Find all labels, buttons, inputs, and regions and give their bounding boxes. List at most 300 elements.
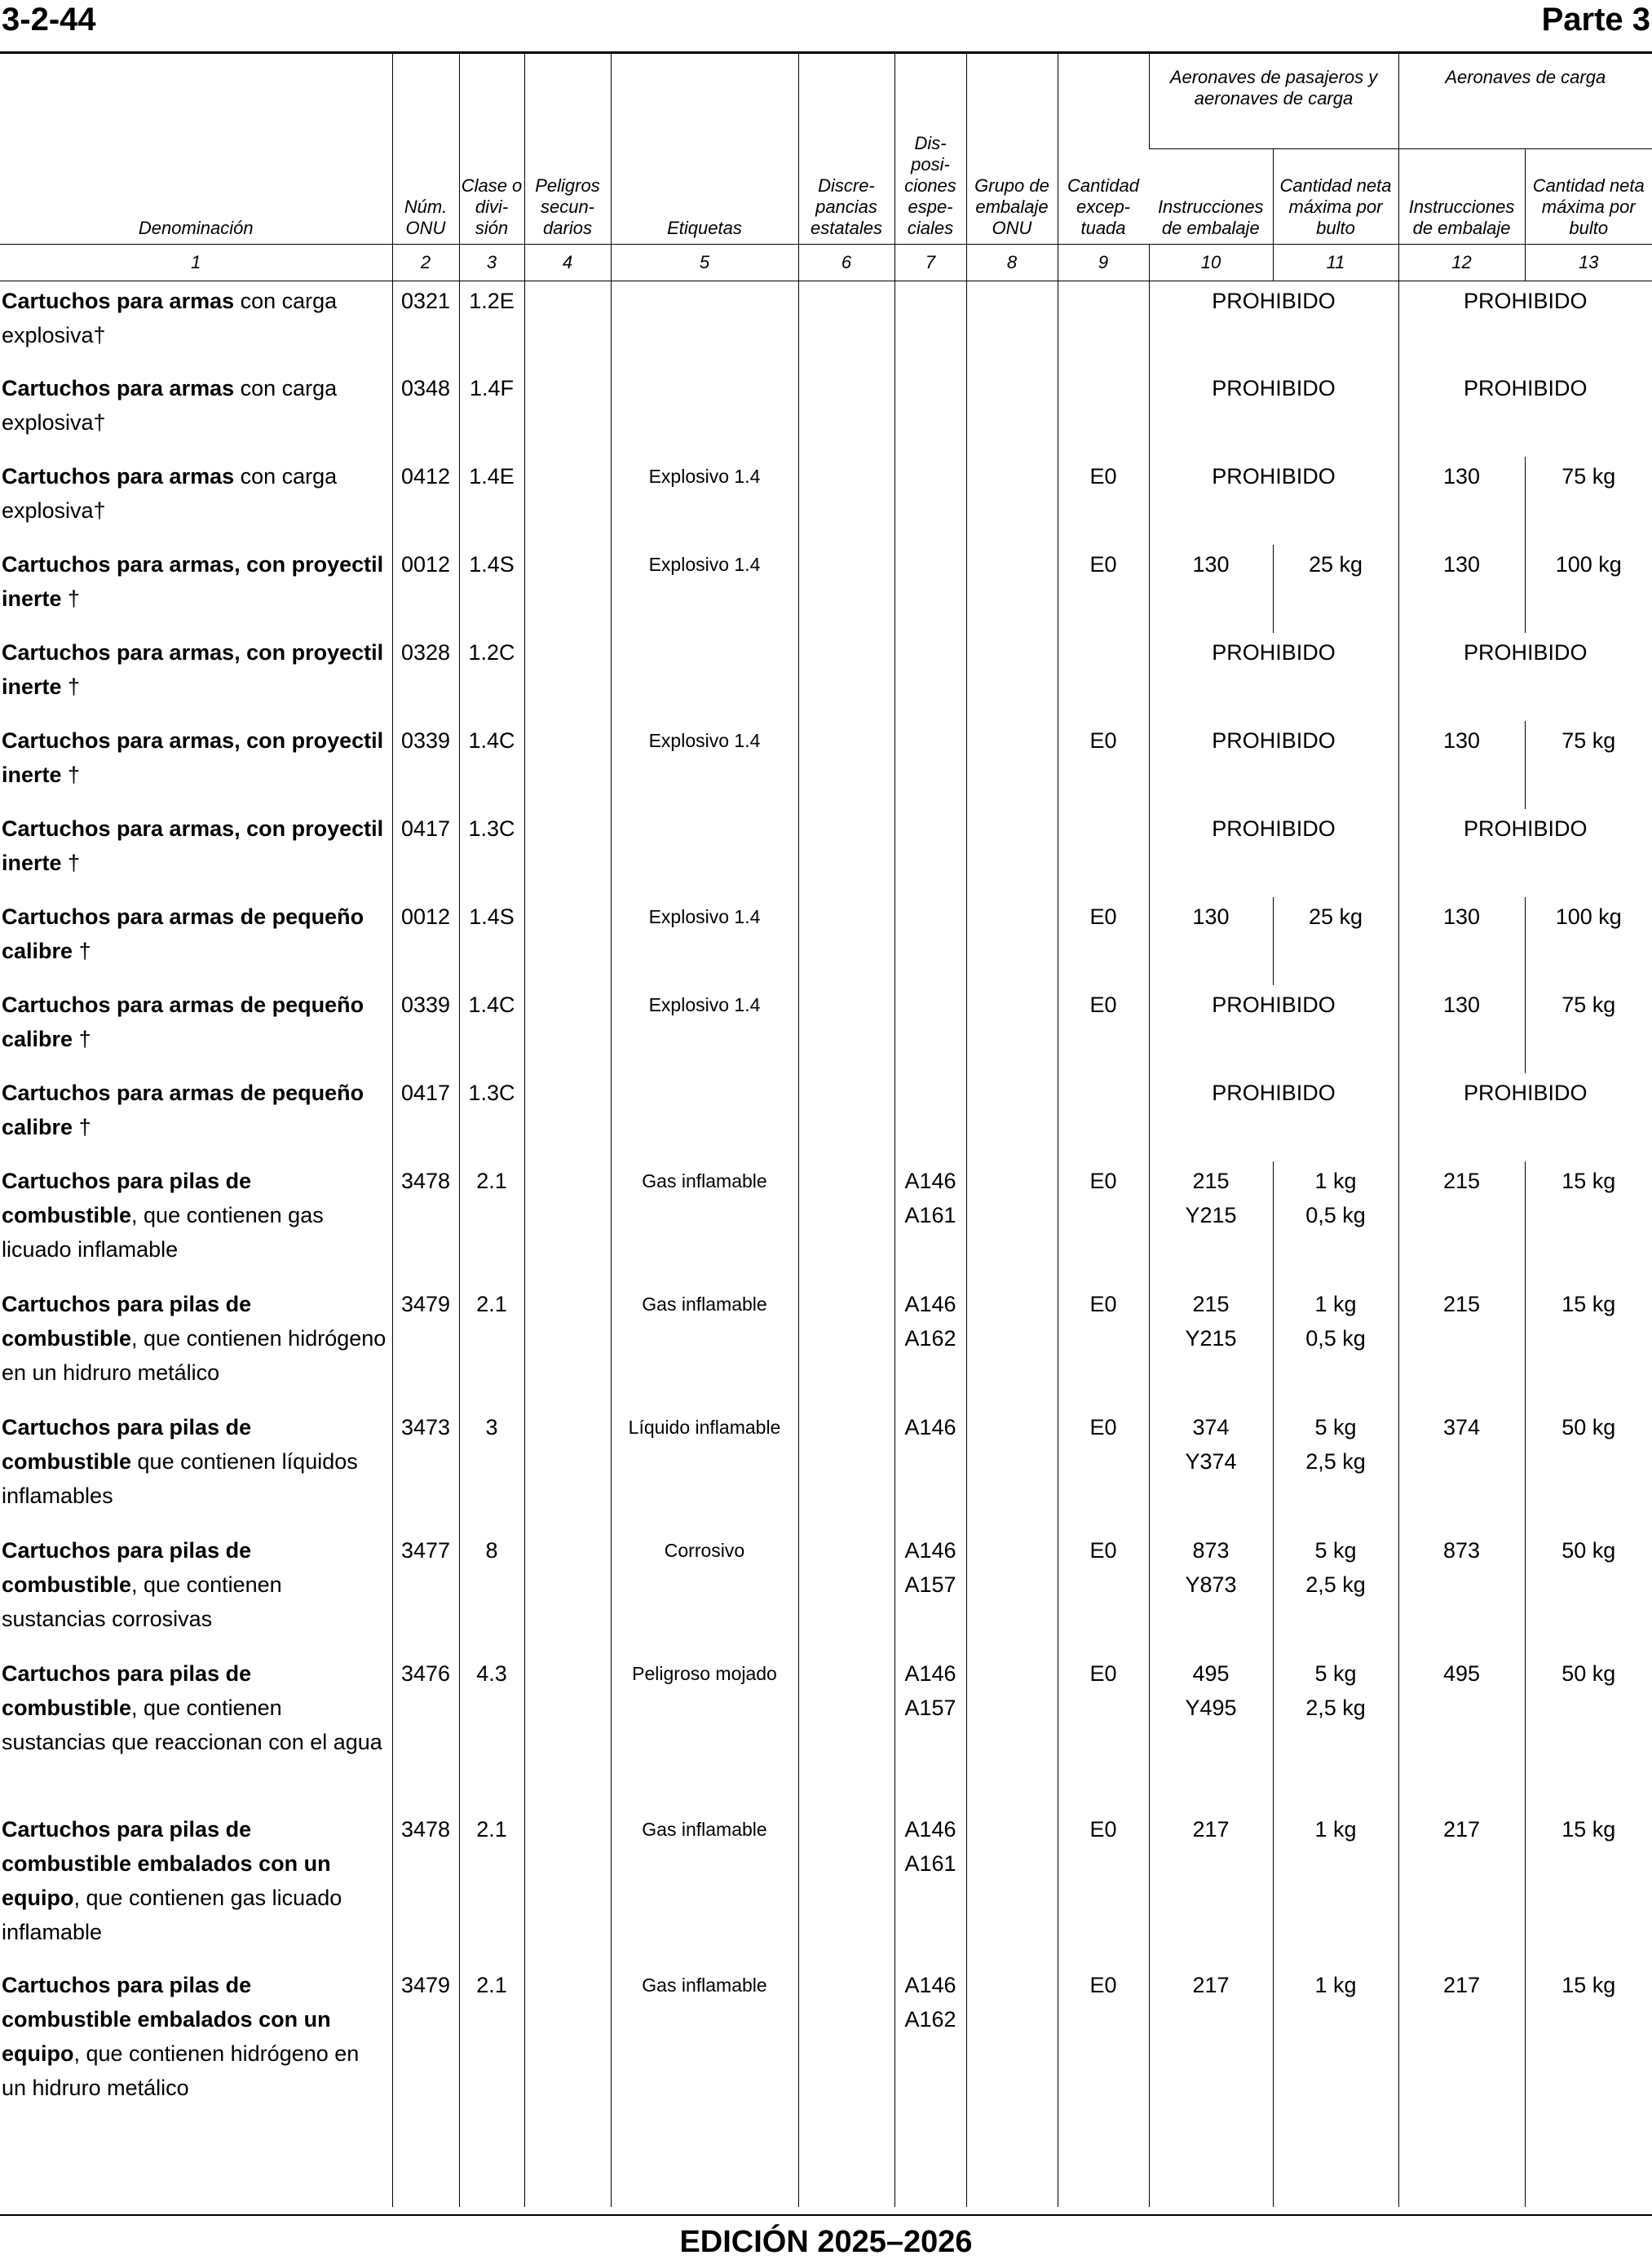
state-variations (798, 897, 894, 985)
class-division: 1.4S (459, 897, 524, 985)
cell-line: 215 (1192, 1169, 1230, 1194)
entry-name-cell (0, 281, 392, 369)
state-variations (798, 1531, 894, 1654)
entry-name: Cartuchos para armas (2, 376, 235, 401)
group-header-cargo: Aeronaves de carga (1398, 54, 1652, 149)
entry-name-cell (0, 1654, 392, 1810)
col-header-9: Cantidad excep- tuada (1058, 54, 1149, 245)
class-division: 2.1 (459, 1810, 524, 1966)
special-provisions (894, 1073, 966, 1161)
table-row (0, 281, 1652, 369)
passenger-packing-instruction (1149, 1408, 1273, 1531)
cell-line: 130 (1442, 993, 1481, 1018)
page-number: 3-2-44 (2, 2, 96, 38)
class-division: 1.2E (459, 281, 524, 369)
subsidiary-hazard (524, 633, 611, 721)
cargo-max-net-quantity (1525, 721, 1652, 809)
cargo-packing-instruction (1398, 1408, 1525, 1531)
special-provisions (894, 1285, 966, 1408)
passenger-packing-instruction (1149, 1531, 1273, 1654)
entry-name-suffix: † (61, 674, 81, 700)
passenger-max-net-quantity (1273, 1966, 1398, 2121)
un-number: 0012 (392, 897, 459, 985)
col-header-12: Instrucciones de embalaje (1398, 149, 1525, 245)
cargo-packing-instruction (1398, 721, 1525, 809)
cargo-packing-instruction (1398, 457, 1525, 545)
excepted-quantity: E0 (1058, 1408, 1149, 1531)
hazard-label: Gas inflamable (611, 1161, 798, 1285)
un-number: 3478 (392, 1161, 459, 1285)
entry-name-cell (0, 897, 392, 985)
cell-line: 25 kg (1308, 552, 1363, 577)
entry-name-suffix: † (73, 1115, 91, 1140)
cell-line: 75 kg (1561, 728, 1616, 754)
subsidiary-hazard (524, 985, 611, 1073)
state-variations (798, 1654, 894, 1810)
entry-name-suffix: † (61, 763, 81, 788)
entry-name: Cartuchos para pilas de combustible (2, 1169, 252, 1228)
state-variations (798, 457, 894, 545)
packing-group (966, 897, 1058, 985)
column-number: 11 (1273, 245, 1398, 281)
cell-line: A146 (904, 1169, 956, 1194)
cell-line: 75 kg (1561, 464, 1616, 489)
cell-line: 217 (1442, 1973, 1481, 1998)
cell-line: 495 (1442, 1661, 1481, 1687)
hazard-label: Explosivo 1.4 (611, 457, 798, 545)
entry-name: Cartuchos para armas (2, 464, 235, 489)
subsidiary-hazard (524, 1966, 611, 2121)
passenger-forbidden: PROHIBIDO (1149, 457, 1398, 545)
entry-name-suffix: con carga explosiva† (2, 376, 338, 436)
subsidiary-hazard (524, 1073, 611, 1161)
subsidiary-hazard (524, 1285, 611, 1408)
empty-cell (1273, 2121, 1398, 2207)
filler-row (0, 2121, 1652, 2207)
entry-name-cell (0, 1408, 392, 1531)
cell-line: 215 (1442, 1169, 1481, 1194)
subsidiary-hazard (524, 457, 611, 545)
excepted-quantity: E0 (1058, 1285, 1149, 1408)
cell-line: 130 (1192, 904, 1230, 930)
column-number: 12 (1398, 245, 1525, 281)
table-row (0, 721, 1652, 809)
cell-line: 130 (1192, 552, 1230, 577)
entry-name-cell (0, 985, 392, 1073)
subsidiary-hazard (524, 1531, 611, 1654)
table-row (0, 985, 1652, 1073)
state-variations (798, 809, 894, 897)
subsidiary-hazard (524, 1810, 611, 1966)
column-number: 7 (894, 245, 966, 281)
un-number: 0417 (392, 1073, 459, 1161)
entry-name-suffix: † (61, 851, 81, 876)
col-header-13: Cantidad neta máxima por bulto (1525, 149, 1652, 245)
col-header-8: Grupo de embalaje ONU (966, 54, 1058, 245)
cell-line: A146 (904, 1661, 956, 1687)
table-row (0, 1810, 1652, 1966)
table-row (0, 1654, 1652, 1810)
cell-line: 5 kg (1314, 1415, 1357, 1440)
hazard-label: Explosivo 1.4 (611, 985, 798, 1073)
cell-line: 100 kg (1555, 904, 1622, 930)
entry-name: Cartuchos para armas, con proyectil inerte (2, 552, 384, 612)
cargo-max-net-quantity (1525, 1285, 1652, 1408)
special-provisions (894, 809, 966, 897)
table-row (0, 1161, 1652, 1285)
hazard-label (611, 1073, 798, 1161)
cargo-packing-instruction (1398, 1285, 1525, 1408)
empty-cell (611, 2121, 798, 2207)
hazard-label (611, 281, 798, 369)
col-header-2: Núm. ONU (392, 54, 459, 245)
hazard-label: Gas inflamable (611, 1285, 798, 1408)
cargo-packing-instruction (1398, 1966, 1525, 2121)
entry-name-suffix: que contienen líquidos inflamables (2, 1449, 358, 1509)
un-number: 3477 (392, 1531, 459, 1654)
special-provisions (894, 1408, 966, 1531)
state-variations (798, 369, 894, 457)
class-division: 1.4F (459, 369, 524, 457)
entry-name-suffix: , que contienen hidrógeno en un hidruro metálico (2, 1326, 386, 1386)
cell-line: 1 kg (1314, 1292, 1357, 1317)
entry-name-cell (0, 1966, 392, 2121)
class-division: 2.1 (459, 1966, 524, 2121)
un-number: 0417 (392, 809, 459, 897)
class-division: 2.1 (459, 1285, 524, 1408)
cell-line: 25 kg (1308, 904, 1363, 930)
un-number: 0328 (392, 633, 459, 721)
passenger-forbidden: PROHIBIDO (1149, 281, 1398, 369)
cell-line: 130 (1442, 464, 1481, 489)
cell-line: A146 (904, 1538, 956, 1563)
table-row (0, 809, 1652, 897)
passenger-forbidden: PROHIBIDO (1149, 721, 1398, 809)
cell-line: 873 (1192, 1538, 1230, 1563)
hazard-label: Gas inflamable (611, 1966, 798, 2121)
cell-line: A162 (904, 1326, 956, 1351)
cargo-max-net-quantity (1525, 1654, 1652, 1810)
excepted-quantity (1058, 809, 1149, 897)
cargo-packing-instruction (1398, 545, 1525, 633)
entry-name-cell (0, 369, 392, 457)
class-division: 1.4C (459, 721, 524, 809)
packing-group (966, 721, 1058, 809)
packing-group (966, 281, 1058, 369)
cell-line: 2,5 kg (1305, 1696, 1366, 1721)
entry-name-suffix: , que contienen sustancias que reaccionan con el agua (2, 1696, 382, 1755)
hazard-label (611, 809, 798, 897)
subsidiary-hazard (524, 897, 611, 985)
hazard-label: Gas inflamable (611, 1810, 798, 1966)
column-number: 3 (459, 245, 524, 281)
excepted-quantity: E0 (1058, 985, 1149, 1073)
entry-name-suffix: , que contienen hidrógeno en un hidruro metálico (2, 2041, 360, 2101)
column-number: 5 (611, 245, 798, 281)
class-division: 1.3C (459, 809, 524, 897)
column-number: 8 (966, 245, 1058, 281)
entry-name: Cartuchos para pilas de combustible (2, 1292, 252, 1351)
entry-name-cell (0, 1531, 392, 1654)
excepted-quantity: E0 (1058, 1654, 1149, 1810)
entry-name-cell (0, 1073, 392, 1161)
excepted-quantity (1058, 369, 1149, 457)
packing-group (966, 1810, 1058, 1966)
cell-line: 15 kg (1561, 1817, 1616, 1842)
empty-cell (1398, 2121, 1525, 2207)
class-division: 8 (459, 1531, 524, 1654)
column-number: 9 (1058, 245, 1149, 281)
empty-cell (0, 2121, 392, 2207)
excepted-quantity: E0 (1058, 721, 1149, 809)
cell-line: 50 kg (1561, 1661, 1616, 1687)
special-provisions (894, 457, 966, 545)
cargo-max-net-quantity (1525, 897, 1652, 985)
entry-name: Cartuchos para armas de pequeño calibre (2, 1081, 364, 1140)
passenger-packing-instruction (1149, 1285, 1273, 1408)
entry-name-suffix: con carga explosiva† (2, 464, 338, 524)
excepted-quantity: E0 (1058, 1161, 1149, 1285)
cell-line: 100 kg (1555, 552, 1622, 577)
cell-line: 130 (1442, 552, 1481, 577)
cell-line: Y873 (1185, 1572, 1237, 1598)
state-variations (798, 721, 894, 809)
entry-name-cell (0, 633, 392, 721)
hazard-label (611, 369, 798, 457)
col-header-7: Dis- posi- ciones espe- ciales (894, 54, 966, 245)
subsidiary-hazard (524, 545, 611, 633)
un-number: 0412 (392, 457, 459, 545)
class-division: 1.4C (459, 985, 524, 1073)
column-number: 4 (524, 245, 611, 281)
col-header-4: Peligros secun- darios (524, 54, 611, 245)
cell-line: 2,5 kg (1305, 1449, 1366, 1475)
packing-group (966, 809, 1058, 897)
class-division: 1.4E (459, 457, 524, 545)
subsidiary-hazard (524, 281, 611, 369)
empty-cell (524, 2121, 611, 2207)
cargo-packing-instruction (1398, 1161, 1525, 1285)
cell-line: 1 kg (1314, 1169, 1357, 1194)
passenger-max-net-quantity (1273, 1810, 1398, 1966)
un-number: 0339 (392, 985, 459, 1073)
passenger-forbidden: PROHIBIDO (1149, 369, 1398, 457)
excepted-quantity (1058, 633, 1149, 721)
cell-line: 130 (1442, 904, 1481, 930)
empty-cell (1058, 2121, 1149, 2207)
empty-cell (459, 2121, 524, 2207)
cell-line: 5 kg (1314, 1538, 1357, 1563)
packing-group (966, 457, 1058, 545)
cell-line: Y215 (1185, 1326, 1237, 1351)
cell-line: A161 (904, 1851, 956, 1877)
cargo-max-net-quantity (1525, 1408, 1652, 1531)
table-row (0, 1408, 1652, 1531)
page-header (0, 0, 1652, 51)
entry-name-cell (0, 1161, 392, 1285)
passenger-forbidden: PROHIBIDO (1149, 809, 1398, 897)
cell-line: 50 kg (1561, 1415, 1616, 1440)
hazard-label: Explosivo 1.4 (611, 897, 798, 985)
empty-cell (894, 2121, 966, 2207)
subsidiary-hazard (524, 1161, 611, 1285)
cell-line: 0,5 kg (1305, 1326, 1366, 1351)
entry-name-suffix: † (61, 586, 81, 612)
column-number: 13 (1525, 245, 1652, 281)
entry-name: Cartuchos para armas (2, 288, 235, 313)
entry-name-cell (0, 721, 392, 809)
entry-name-cell (0, 457, 392, 545)
special-provisions (894, 281, 966, 369)
entry-name-cell (0, 1810, 392, 1966)
table-row (0, 1966, 1652, 2121)
passenger-max-net-quantity (1273, 897, 1398, 985)
passenger-max-net-quantity (1273, 1654, 1398, 1810)
subsidiary-hazard (524, 1654, 611, 1810)
cell-line: A146 (904, 1973, 956, 1998)
special-provisions (894, 1810, 966, 1966)
empty-cell (1149, 2121, 1273, 2207)
special-provisions (894, 545, 966, 633)
column-number: 1 (0, 245, 392, 281)
cargo-max-net-quantity (1525, 457, 1652, 545)
special-provisions (894, 1654, 966, 1810)
state-variations (798, 985, 894, 1073)
special-provisions (894, 633, 966, 721)
passenger-max-net-quantity (1273, 1161, 1398, 1285)
cell-line: A157 (904, 1696, 956, 1721)
empty-cell (798, 2121, 894, 2207)
excepted-quantity: E0 (1058, 1966, 1149, 2121)
entry-name-cell (0, 809, 392, 897)
passenger-max-net-quantity (1273, 1285, 1398, 1408)
cargo-max-net-quantity (1525, 1966, 1652, 2121)
state-variations (798, 1408, 894, 1531)
entry-name: Cartuchos para armas de pequeño calibre (2, 993, 364, 1052)
table-row (0, 545, 1652, 633)
un-number: 0012 (392, 545, 459, 633)
cell-line: 217 (1442, 1817, 1481, 1842)
cell-line: A146 (904, 1292, 956, 1317)
cargo-max-net-quantity (1525, 1810, 1652, 1966)
special-provisions (894, 721, 966, 809)
cargo-max-net-quantity (1525, 545, 1652, 633)
passenger-packing-instruction (1149, 545, 1273, 633)
entry-name: Cartuchos para armas, con proyectil inerte (2, 728, 384, 788)
packing-group (966, 1161, 1058, 1285)
entry-name: Cartuchos para pilas de combustible embalados con un equipo (2, 1973, 331, 2067)
un-number: 3473 (392, 1408, 459, 1531)
subsidiary-hazard (524, 1408, 611, 1531)
col-header-3: Clase o divi- sión (459, 54, 524, 245)
cell-line: A146 (904, 1415, 956, 1440)
column-number: 6 (798, 245, 894, 281)
packing-group (966, 369, 1058, 457)
col-header-11: Cantidad neta máxima por bulto (1273, 149, 1398, 245)
cargo-max-net-quantity (1525, 1531, 1652, 1654)
cargo-packing-instruction (1398, 1531, 1525, 1654)
state-variations (798, 545, 894, 633)
excepted-quantity: E0 (1058, 545, 1149, 633)
entry-name: Cartuchos para armas, con proyectil inerte (2, 640, 384, 700)
cargo-forbidden: PROHIBIDO (1398, 633, 1652, 721)
cell-line: 0,5 kg (1305, 1203, 1366, 1228)
packing-group (966, 633, 1058, 721)
cell-line: Y374 (1185, 1449, 1237, 1475)
passenger-max-net-quantity (1273, 1531, 1398, 1654)
cell-line: A162 (904, 2007, 956, 2032)
cargo-forbidden: PROHIBIDO (1398, 281, 1652, 369)
packing-group (966, 1285, 1058, 1408)
cell-line: 374 (1192, 1415, 1230, 1440)
col-header-6: Discre- pancias estatales (798, 54, 894, 245)
class-division: 3 (459, 1408, 524, 1531)
state-variations (798, 633, 894, 721)
special-provisions (894, 1966, 966, 2121)
excepted-quantity: E0 (1058, 457, 1149, 545)
excepted-quantity: E0 (1058, 897, 1149, 985)
special-provisions (894, 1531, 966, 1654)
cargo-packing-instruction (1398, 897, 1525, 985)
packing-group (966, 1073, 1058, 1161)
cell-line: 374 (1442, 1415, 1481, 1440)
cell-line: 2,5 kg (1305, 1572, 1366, 1598)
empty-cell (1525, 2121, 1652, 2207)
passenger-packing-instruction (1149, 1966, 1273, 2121)
hazard-label: Explosivo 1.4 (611, 721, 798, 809)
cell-line: 1 kg (1314, 1973, 1357, 1998)
entry-name: Cartuchos para pilas de combustible embalados con un equipo (2, 1817, 331, 1911)
packing-group (966, 1531, 1058, 1654)
table-row (0, 369, 1652, 457)
cell-line: 215 (1442, 1292, 1481, 1317)
empty-cell (966, 2121, 1058, 2207)
special-provisions (894, 897, 966, 985)
part-label: Parte 3 (1541, 2, 1650, 38)
table-row (0, 457, 1652, 545)
entry-name-suffix: , que contienen gas licuado inflamable (2, 1886, 342, 1945)
passenger-forbidden: PROHIBIDO (1149, 985, 1398, 1073)
cell-line: 1 kg (1314, 1817, 1357, 1842)
passenger-packing-instruction (1149, 1654, 1273, 1810)
un-number: 3476 (392, 1654, 459, 1810)
cell-line: 130 (1442, 728, 1481, 754)
subsidiary-hazard (524, 369, 611, 457)
column-number: 10 (1149, 245, 1273, 281)
cell-line: 217 (1192, 1973, 1230, 1998)
hazard-label: Explosivo 1.4 (611, 545, 798, 633)
empty-cell (392, 2121, 459, 2207)
passenger-max-net-quantity (1273, 545, 1398, 633)
excepted-quantity (1058, 281, 1149, 369)
dangerous-goods-table (0, 54, 1652, 2207)
passenger-packing-instruction (1149, 897, 1273, 985)
column-number-row (0, 245, 1652, 281)
entry-name-suffix: † (73, 939, 91, 964)
entry-name-suffix: † (73, 1027, 91, 1052)
entry-name: Cartuchos para armas, con proyectil inerte (2, 816, 384, 876)
class-division: 1.4S (459, 545, 524, 633)
footer-rule (0, 2214, 1652, 2216)
cargo-forbidden: PROHIBIDO (1398, 1073, 1652, 1161)
cell-line: A157 (904, 1572, 956, 1598)
table-row (0, 633, 1652, 721)
cargo-forbidden: PROHIBIDO (1398, 369, 1652, 457)
table-row (0, 1073, 1652, 1161)
table-body (0, 281, 1652, 2207)
class-division: 1.2C (459, 633, 524, 721)
un-number: 3479 (392, 1285, 459, 1408)
